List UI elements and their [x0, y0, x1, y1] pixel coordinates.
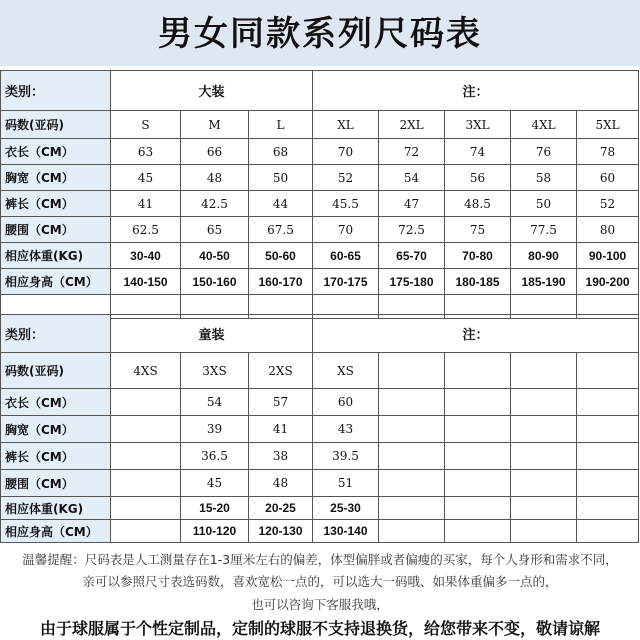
value-cell: [511, 443, 577, 470]
value-cell: 78: [577, 139, 639, 165]
value-cell: [445, 389, 511, 416]
value-cell: 72: [379, 139, 445, 165]
value-cell: 65: [181, 217, 249, 243]
row-label: 相应身高（CM）: [1, 269, 111, 295]
value-cell: [511, 416, 577, 443]
value-cell: 185-190: [511, 269, 577, 295]
value-cell: 50: [511, 191, 577, 217]
table-row: [1, 520, 639, 543]
value-cell: 60: [313, 389, 379, 416]
value-cell: 52: [313, 165, 379, 191]
value-cell: 90-100: [577, 243, 639, 269]
value-cell: 80-90: [511, 243, 577, 269]
size-cell: L: [249, 111, 313, 139]
value-cell: [577, 389, 639, 416]
value-cell: 52: [577, 191, 639, 217]
table-row: [1, 389, 639, 416]
table-row: [1, 443, 639, 470]
row-label: 衣长（CM）: [1, 389, 111, 416]
value-cell: 190-200: [577, 269, 639, 295]
value-cell: [379, 416, 445, 443]
size-cell: 4XS: [111, 353, 181, 389]
table-row: [1, 243, 639, 269]
value-cell: 25-30: [313, 497, 379, 520]
table-row: [1, 497, 639, 520]
value-cell: [577, 497, 639, 520]
value-cell: [379, 443, 445, 470]
value-cell: [511, 520, 577, 543]
value-cell: 60: [577, 165, 639, 191]
row-label: 胸宽（CM）: [1, 165, 111, 191]
value-cell: 110-120: [181, 520, 249, 543]
value-cell: 175-180: [379, 269, 445, 295]
value-cell: 130-140: [313, 520, 379, 543]
size-cell: [445, 353, 511, 389]
value-cell: [577, 520, 639, 543]
table-row: [1, 269, 639, 295]
category-value: 童装: [111, 315, 313, 353]
note-line: 也可以咨询下客服我哦，: [251, 597, 389, 612]
note-label: 注：: [313, 71, 639, 111]
value-cell: 42.5: [181, 191, 249, 217]
value-cell: [511, 470, 577, 497]
value-cell: 45: [111, 165, 181, 191]
row-label: 腰围（CM）: [1, 217, 111, 243]
value-cell: 48: [249, 470, 313, 497]
size-row-label: 码数(亚码): [1, 111, 111, 139]
value-cell: 40-50: [181, 243, 249, 269]
value-cell: 80: [577, 217, 639, 243]
size-cell: [379, 353, 445, 389]
value-cell: [445, 443, 511, 470]
value-cell: [511, 389, 577, 416]
value-cell: 76: [511, 139, 577, 165]
value-cell: [511, 497, 577, 520]
value-cell: 170-175: [313, 269, 379, 295]
value-cell: 48: [181, 165, 249, 191]
value-cell: 65-70: [379, 243, 445, 269]
value-cell: 45.5: [313, 191, 379, 217]
value-cell: 160-170: [249, 269, 313, 295]
table-row: [1, 470, 639, 497]
note-label: 注：: [313, 315, 639, 353]
value-cell: 77.5: [511, 217, 577, 243]
value-cell: 45: [181, 470, 249, 497]
value-cell: 70-80: [445, 243, 511, 269]
value-cell: 60-65: [313, 243, 379, 269]
size-cell: 2XL: [379, 111, 445, 139]
size-row: [1, 353, 639, 389]
value-cell: 180-185: [445, 269, 511, 295]
value-cell: [111, 389, 181, 416]
size-cell: 2XS: [249, 353, 313, 389]
value-cell: 38: [249, 443, 313, 470]
value-cell: 36.5: [181, 443, 249, 470]
value-cell: [445, 497, 511, 520]
row-label: 衣长（CM）: [1, 139, 111, 165]
value-cell: 54: [181, 389, 249, 416]
table-row: [1, 416, 639, 443]
adult-size-table: [0, 70, 639, 319]
value-cell: 67.5: [249, 217, 313, 243]
value-cell: 41: [249, 416, 313, 443]
value-cell: 20-25: [249, 497, 313, 520]
value-cell: [111, 443, 181, 470]
table-row: [1, 217, 639, 243]
table-row: [1, 191, 639, 217]
category-label: 类别：: [1, 315, 111, 353]
value-cell: 120-130: [249, 520, 313, 543]
page-title: 男女同款系列尺码表: [158, 14, 482, 54]
value-cell: 39: [181, 416, 249, 443]
value-cell: 62.5: [111, 217, 181, 243]
row-label: 相应身高（CM）: [1, 520, 111, 543]
value-cell: 57: [249, 389, 313, 416]
value-cell: 58: [511, 165, 577, 191]
value-cell: 54: [379, 165, 445, 191]
value-cell: 30-40: [111, 243, 181, 269]
value-cell: [379, 389, 445, 416]
value-cell: 47: [379, 191, 445, 217]
row-label: 相应体重(KG): [1, 243, 111, 269]
value-cell: 43: [313, 416, 379, 443]
size-cell: 5XL: [577, 111, 639, 139]
value-cell: [379, 520, 445, 543]
size-cell: XL: [313, 111, 379, 139]
size-cell: M: [181, 111, 249, 139]
size-cell: XS: [313, 353, 379, 389]
value-cell: 70: [313, 217, 379, 243]
value-cell: [379, 497, 445, 520]
value-cell: [379, 470, 445, 497]
value-cell: 70: [313, 139, 379, 165]
value-cell: [577, 470, 639, 497]
value-cell: [111, 520, 181, 543]
value-cell: [445, 470, 511, 497]
table-row: [1, 165, 639, 191]
category-label: 类别：: [1, 71, 111, 111]
custom-order-notice: 由于球服属于个性定制品，定制的球服不支持退换货，给您带来不变，敬请谅解: [39, 619, 600, 638]
size-cell: 3XL: [445, 111, 511, 139]
value-cell: [111, 416, 181, 443]
size-cell: 4XL: [511, 111, 577, 139]
value-cell: 150-160: [181, 269, 249, 295]
size-cell: S: [111, 111, 181, 139]
size-row: [1, 111, 639, 139]
value-cell: 48.5: [445, 191, 511, 217]
note-line: 温馨提醒：尺码表是人工测量存在1-3厘米左右的偏差，体型偏胖或者偏瘦的买家，每个人身形和需求不同，: [22, 552, 618, 567]
kids-size-table: [0, 314, 639, 543]
value-cell: 56: [445, 165, 511, 191]
value-cell: 75: [445, 217, 511, 243]
value-cell: [445, 520, 511, 543]
value-cell: 50-60: [249, 243, 313, 269]
value-cell: 68: [249, 139, 313, 165]
note-line: 亲可以参照尺寸表选码数，喜欢宽松一点的，可以选大一码哦、如果体重偏多一点的，: [82, 574, 558, 589]
value-cell: 140-150: [111, 269, 181, 295]
value-cell: 50: [249, 165, 313, 191]
size-row-label: 码数(亚码): [1, 353, 111, 389]
size-cell: [577, 353, 639, 389]
value-cell: [111, 497, 181, 520]
value-cell: [111, 470, 181, 497]
value-cell: 51: [313, 470, 379, 497]
row-label: 裤长（CM）: [1, 443, 111, 470]
value-cell: [445, 416, 511, 443]
value-cell: 39.5: [313, 443, 379, 470]
value-cell: [577, 416, 639, 443]
size-cell: [511, 353, 577, 389]
row-label: 胸宽（CM）: [1, 416, 111, 443]
row-label: 腰围（CM）: [1, 470, 111, 497]
size-cell: 3XS: [181, 353, 249, 389]
value-cell: [577, 443, 639, 470]
value-cell: 72.5: [379, 217, 445, 243]
value-cell: 74: [445, 139, 511, 165]
table-row: [1, 139, 639, 165]
value-cell: 41: [111, 191, 181, 217]
value-cell: 66: [181, 139, 249, 165]
row-label: 裤长（CM）: [1, 191, 111, 217]
value-cell: 15-20: [181, 497, 249, 520]
value-cell: 63: [111, 139, 181, 165]
value-cell: 44: [249, 191, 313, 217]
row-label: 相应体重(KG): [1, 497, 111, 520]
category-value: 大装: [111, 71, 313, 111]
